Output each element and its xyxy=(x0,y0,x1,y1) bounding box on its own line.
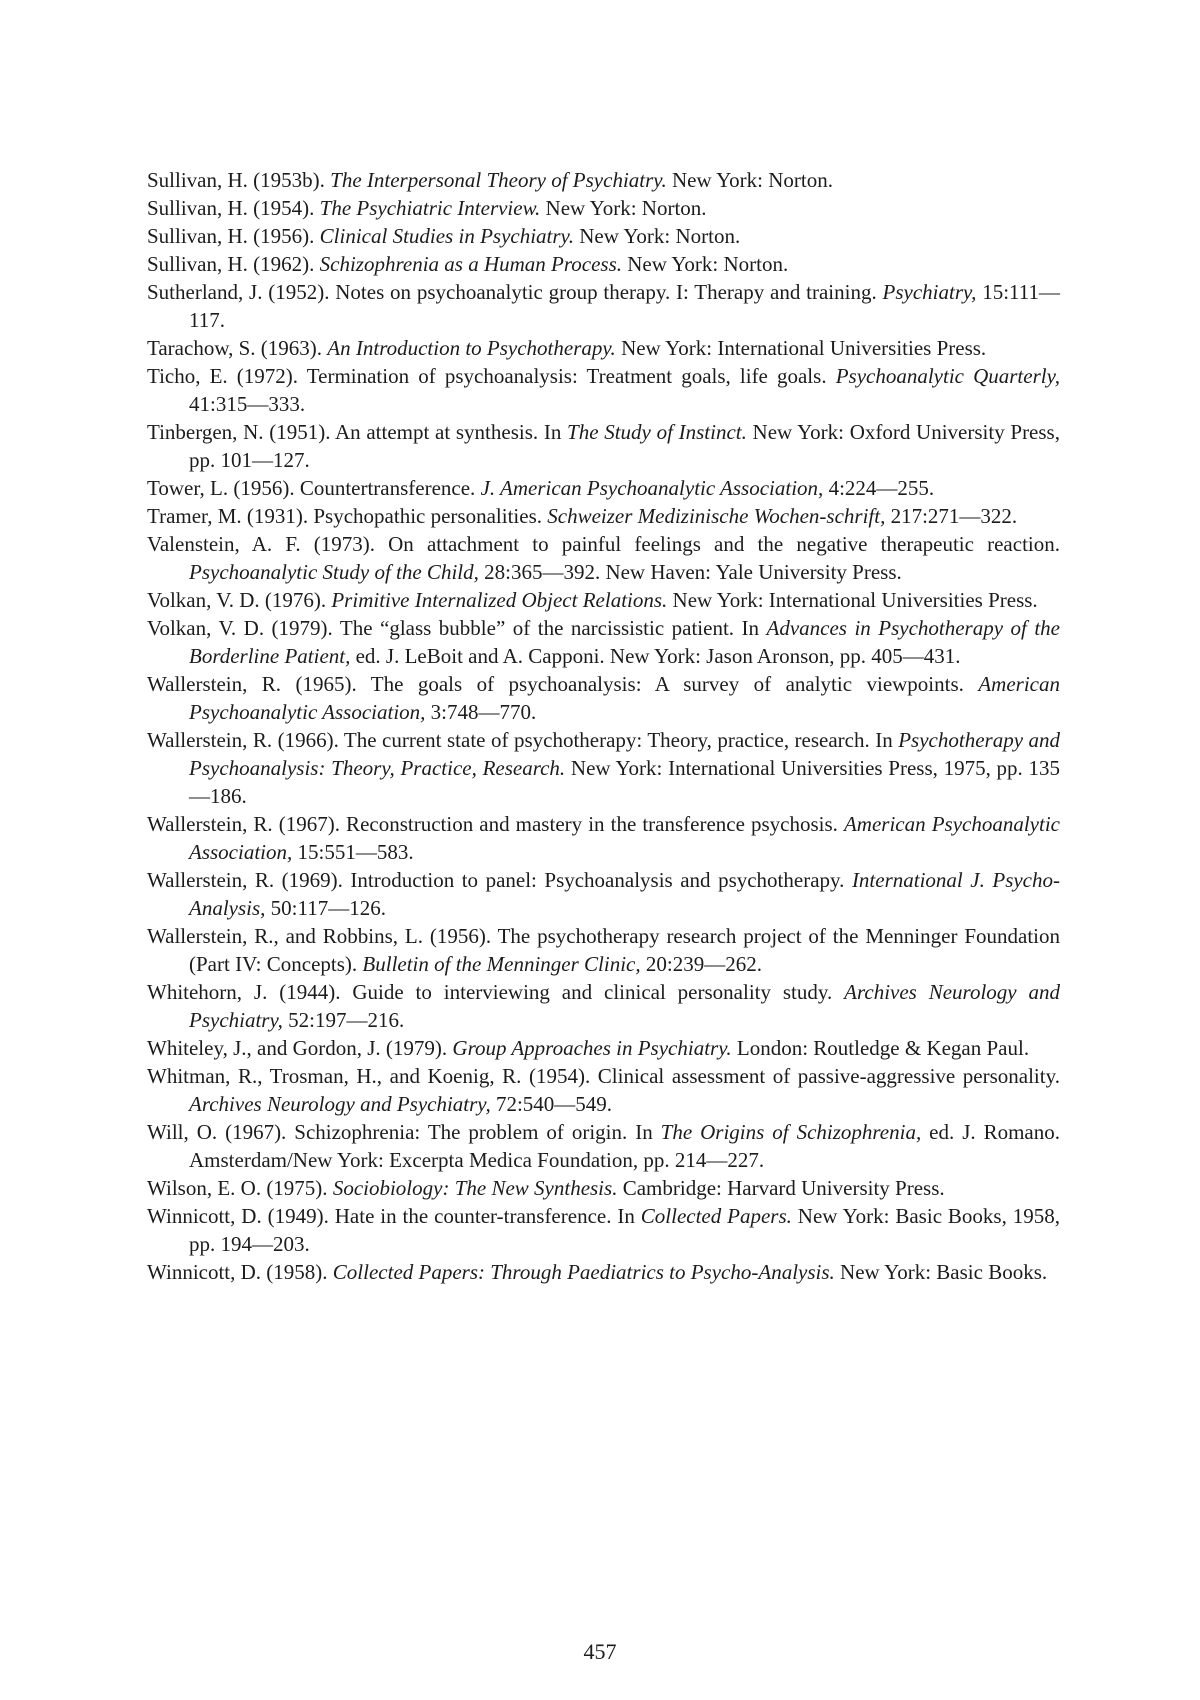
reference-citation: Whitman, R., Trosman, H., and Koenig, R. (1954). Clinical assessment of passive-aggressive personality. xyxy=(147,1064,1060,1088)
reference-citation: Wallerstein, R., and Robbins, L. (1956). The psychotherapy research project of the Menninger Foundation (Part IV: Concepts). xyxy=(147,924,1060,976)
reference-publisher: ed. J. Romano. Amsterdam/New York: Excerpta Medica Foundation, pp. 214—227. xyxy=(189,1120,1060,1172)
reference-publisher: ed. J. LeBoit and A. Capponi. New York: Jason Aronson, pp. 405—431. xyxy=(350,644,961,668)
reference-publisher: 72:540—549. xyxy=(490,1092,613,1116)
reference-publisher: 15:111—117. xyxy=(189,280,1060,332)
reference-publisher: 4:224—255. xyxy=(823,476,935,500)
reference-publisher: 217:271—322. xyxy=(885,504,1018,528)
reference-publisher: New York: Norton. xyxy=(666,168,833,192)
reference-entry xyxy=(147,922,1060,978)
reference-entry xyxy=(147,250,1060,278)
reference-citation: Wallerstein, R. (1967). Reconstruction and mastery in the transference psychosis. xyxy=(147,812,844,836)
reference-title: American Psychoanalytic Association, xyxy=(189,672,1060,724)
reference-title: Collected Papers. xyxy=(640,1204,792,1228)
reference-entry xyxy=(147,586,1060,614)
reference-title: American Psychoanalytic Association, xyxy=(189,812,1060,864)
reference-title: Sociobiology: The New Synthesis. xyxy=(332,1176,618,1200)
reference-title: The Study of Instinct. xyxy=(567,420,747,444)
reference-publisher: 52:197—216. xyxy=(282,1008,405,1032)
reference-publisher: New York: Basic Books. xyxy=(834,1260,1048,1284)
reference-title: Psychoanalytic Study of the Child, xyxy=(189,560,479,584)
reference-title: Advances in Psychotherapy of the Borderline Patient, xyxy=(189,616,1060,668)
reference-publisher: New York: International Universities Press, 1975, pp. 135—186. xyxy=(189,756,1061,808)
reference-citation: Tinbergen, N. (1951). An attempt at synthesis. In xyxy=(147,420,568,444)
reference-citation: Tramer, M. (1931). Psychopathic personalities. xyxy=(147,504,548,528)
reference-title: Psychoanalytic Quarterly, xyxy=(835,364,1060,388)
reference-publisher: New York: International Universities Press. xyxy=(615,336,987,360)
reference-publisher: 3:748—770. xyxy=(425,700,537,724)
reference-entry xyxy=(147,978,1060,1034)
reference-publisher: London: Routledge & Kegan Paul. xyxy=(731,1036,1030,1060)
reference-entry xyxy=(147,670,1060,726)
reference-citation: Volkan, V. D. (1976). xyxy=(147,588,332,612)
reference-citation: Will, O. (1967). Schizophrenia: The problem of origin. In xyxy=(147,1120,661,1144)
reference-entry xyxy=(147,418,1060,474)
reference-title: Clinical Studies in Psychiatry. xyxy=(319,224,574,248)
reference-title: Psychotherapy and Psychoanalysis: Theory, Practice, Research. xyxy=(189,728,1060,780)
reference-citation: Wilson, E. O. (1975). xyxy=(147,1176,333,1200)
reference-title: International J. Psycho-Analysis, xyxy=(189,868,1060,920)
reference-entry xyxy=(147,278,1060,334)
reference-publisher: New York: Oxford University Press, pp. 101—127. xyxy=(189,420,1060,472)
reference-entry xyxy=(147,726,1060,810)
reference-citation: Winnicott, D. (1958). xyxy=(147,1260,333,1284)
reference-entry xyxy=(147,362,1060,418)
reference-citation: Sullivan, H. (1956). xyxy=(147,224,320,248)
reference-title: Primitive Internalized Object Relations. xyxy=(331,588,668,612)
reference-citation: Volkan, V. D. (1979). The “glass bubble” of the narcissistic patient. In xyxy=(147,616,767,640)
reference-publisher: New York: Basic Books, 1958, pp. 194—203. xyxy=(189,1204,1060,1256)
reference-publisher: New York: International Universities Press. xyxy=(667,588,1038,612)
reference-title: Archives Neurology and Psychiatry, xyxy=(189,1092,491,1116)
reference-title: Collected Papers: Through Paediatrics to Psycho-Analysis. xyxy=(332,1260,835,1284)
reference-publisher: 50:117—126. xyxy=(265,896,386,920)
reference-citation: Valenstein, A. F. (1973). On attachment to painful feelings and the negative therapeutic reaction. xyxy=(147,532,1060,556)
reference-citation: Wallerstein, R. (1965). The goals of psychoanalysis: A survey of analytic viewpoints. xyxy=(147,672,979,696)
reference-citation: Sullivan, H. (1953b). xyxy=(147,168,331,192)
reference-title: Schweizer Medizinische Wochen-schrift, xyxy=(547,504,886,528)
reference-entry xyxy=(147,614,1060,670)
reference-title: The Origins of Schizophrenia, xyxy=(660,1120,922,1144)
reference-entry xyxy=(147,1174,1060,1202)
reference-title: The Psychiatric Interview. xyxy=(319,196,541,220)
reference-entry xyxy=(147,334,1060,362)
reference-entry xyxy=(147,502,1060,530)
reference-citation: Ticho, E. (1972). Termination of psychoanalysis: Treatment goals, life goals. xyxy=(147,364,836,388)
reference-publisher: New York: Norton. xyxy=(622,252,789,276)
reference-title: J. American Psychoanalytic Association, xyxy=(480,476,824,500)
reference-title: Group Approaches in Psychiatry. xyxy=(452,1036,732,1060)
reference-publisher: 20:239—262. xyxy=(640,952,762,976)
reference-entry xyxy=(147,1258,1060,1286)
reference-publisher: New York: Norton. xyxy=(540,196,707,220)
reference-entry xyxy=(147,1034,1060,1062)
reference-publisher: Cambridge: Harvard University Press. xyxy=(617,1176,945,1200)
reference-citation: Wallerstein, R. (1969). Introduction to panel: Psychoanalysis and psychotherapy. xyxy=(147,868,852,892)
reference-entry xyxy=(147,1202,1060,1258)
reference-publisher: 41:315—333. xyxy=(189,392,306,416)
reference-citation: Tower, L. (1956). Countertransference. xyxy=(147,476,481,500)
reference-citation: Winnicott, D. (1949). Hate in the counter-transference. In xyxy=(147,1204,641,1228)
reference-publisher: New York: Norton. xyxy=(573,224,741,248)
reference-citation: Sutherland, J. (1952). Notes on psychoanalytic group therapy. I: Therapy and training. xyxy=(147,280,883,304)
reference-citation: Wallerstein, R. (1966). The current state of psychotherapy: Theory, practice, research. In xyxy=(147,728,899,752)
reference-title: Schizophrenia as a Human Process. xyxy=(319,252,622,276)
reference-entry xyxy=(147,530,1060,586)
reference-entry xyxy=(147,810,1060,866)
reference-entry xyxy=(147,166,1060,194)
reference-citation: Whiteley, J., and Gordon, J. (1979). xyxy=(147,1036,453,1060)
reference-title: An Introduction to Psychotherapy. xyxy=(327,336,616,360)
reference-entry xyxy=(147,194,1060,222)
reference-entry xyxy=(147,1062,1060,1118)
reference-publisher: 15:551—583. xyxy=(292,840,414,864)
reference-title: The Interpersonal Theory of Psychiatry. xyxy=(330,168,667,192)
reference-entry xyxy=(147,474,1060,502)
reference-title: Bulletin of the Menninger Clinic, xyxy=(362,952,641,976)
reference-citation: Sullivan, H. (1954). xyxy=(147,196,320,220)
reference-citation: Whitehorn, J. (1944). Guide to interviewing and clinical personality study. xyxy=(147,980,845,1004)
reference-citation: Sullivan, H. (1962). xyxy=(147,252,320,276)
reference-citation: Tarachow, S. (1963). xyxy=(147,336,328,360)
reference-title: Archives Neurology and Psychiatry, xyxy=(189,980,1060,1032)
reference-entry xyxy=(147,1118,1060,1174)
reference-list xyxy=(147,166,1060,1286)
reference-entry xyxy=(147,866,1060,922)
page-number: 457 xyxy=(583,1639,617,1664)
reference-entry xyxy=(147,222,1060,250)
reference-publisher: 28:365—392. New Haven: Yale University Press. xyxy=(478,560,902,584)
reference-title: Psychiatry, xyxy=(882,280,977,304)
